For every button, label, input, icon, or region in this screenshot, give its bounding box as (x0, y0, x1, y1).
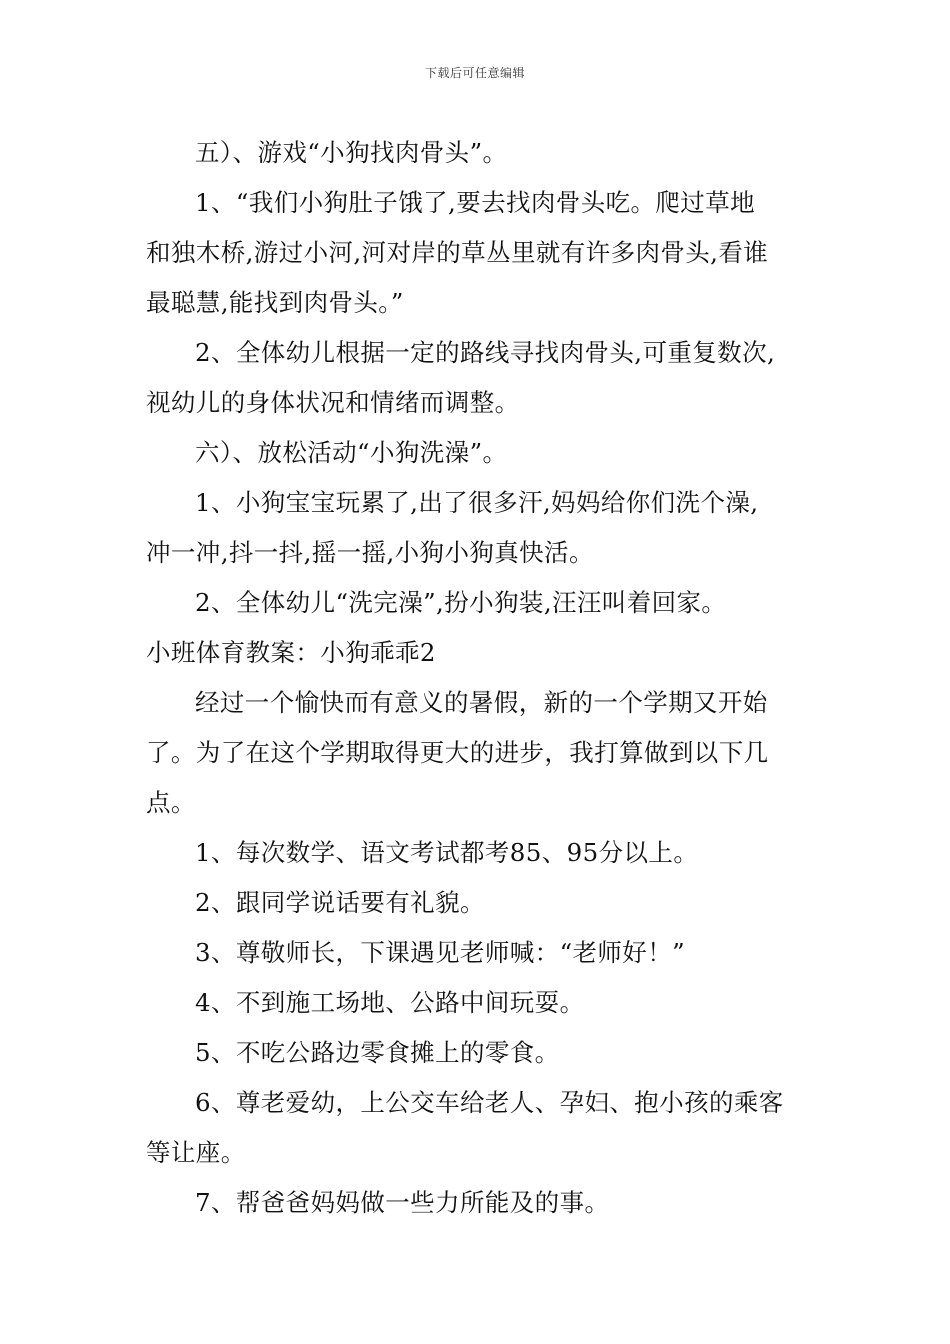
section-heading: 小班体育教案：小狗乖乖2 (146, 638, 436, 667)
text-line: 4、不到施工场地、公路中间玩耍。 (195, 988, 585, 1017)
document-body (146, 128, 810, 1228)
text-line: 了。为了在这个学期取得更大的进步，我打算做到以下几 (146, 738, 769, 767)
text-line: 1、“我们小狗肚子饿了,要去找肉骨头吃。爬过草地 (195, 188, 755, 217)
text-line: 5、不吃公路边零食摊上的零食。 (195, 1038, 560, 1067)
text-line: 五）、游戏“小狗找肉骨头”。 (195, 138, 508, 167)
text-line: 视幼儿的身体状况和情绪而调整。 (146, 388, 520, 417)
text-line: 2、全体幼儿根据一定的路线寻找肉骨头,可重复数次, (195, 338, 776, 367)
page-header: 下载后可任意编辑 (424, 66, 525, 80)
text-line: 等让座。 (146, 1138, 246, 1167)
text-line: 7、帮爸爸妈妈做一些力所能及的事。 (195, 1188, 610, 1217)
text-line: 最聪慧,能找到肉骨头。” (146, 288, 404, 317)
text-line: 6、尊老爱幼，上公交车给老人、孕妇、抱小孩的乘客 (195, 1088, 784, 1117)
text-line: 经过一个愉快而有意义的暑假，新的一个学期又开始 (195, 688, 768, 717)
text-line: 2、全体幼儿“洗完澡”,扮小狗装,汪汪叫着回家。 (195, 588, 727, 617)
text-line: 2、跟同学说话要有礼貌。 (195, 888, 485, 917)
text-line: 点。 (146, 788, 196, 817)
text-line: 1、每次数学、语文考试都考85、95分以上。 (195, 838, 699, 867)
text-line: 1、小狗宝宝玩累了,出了很多汗,妈妈给你们洗个澡, (195, 488, 759, 517)
text-line: 冲一冲,抖一抖,摇一摇,小狗小狗真快活。 (146, 538, 594, 567)
text-line: 六）、放松活动“小狗洗澡”。 (195, 438, 508, 467)
text-line: 3、尊敬师长，下课遇见老师喊：“老师好！” (195, 938, 686, 967)
text-line: 和独木桥,游过小河,河对岸的草丛里就有许多肉骨头,看谁 (146, 238, 769, 267)
